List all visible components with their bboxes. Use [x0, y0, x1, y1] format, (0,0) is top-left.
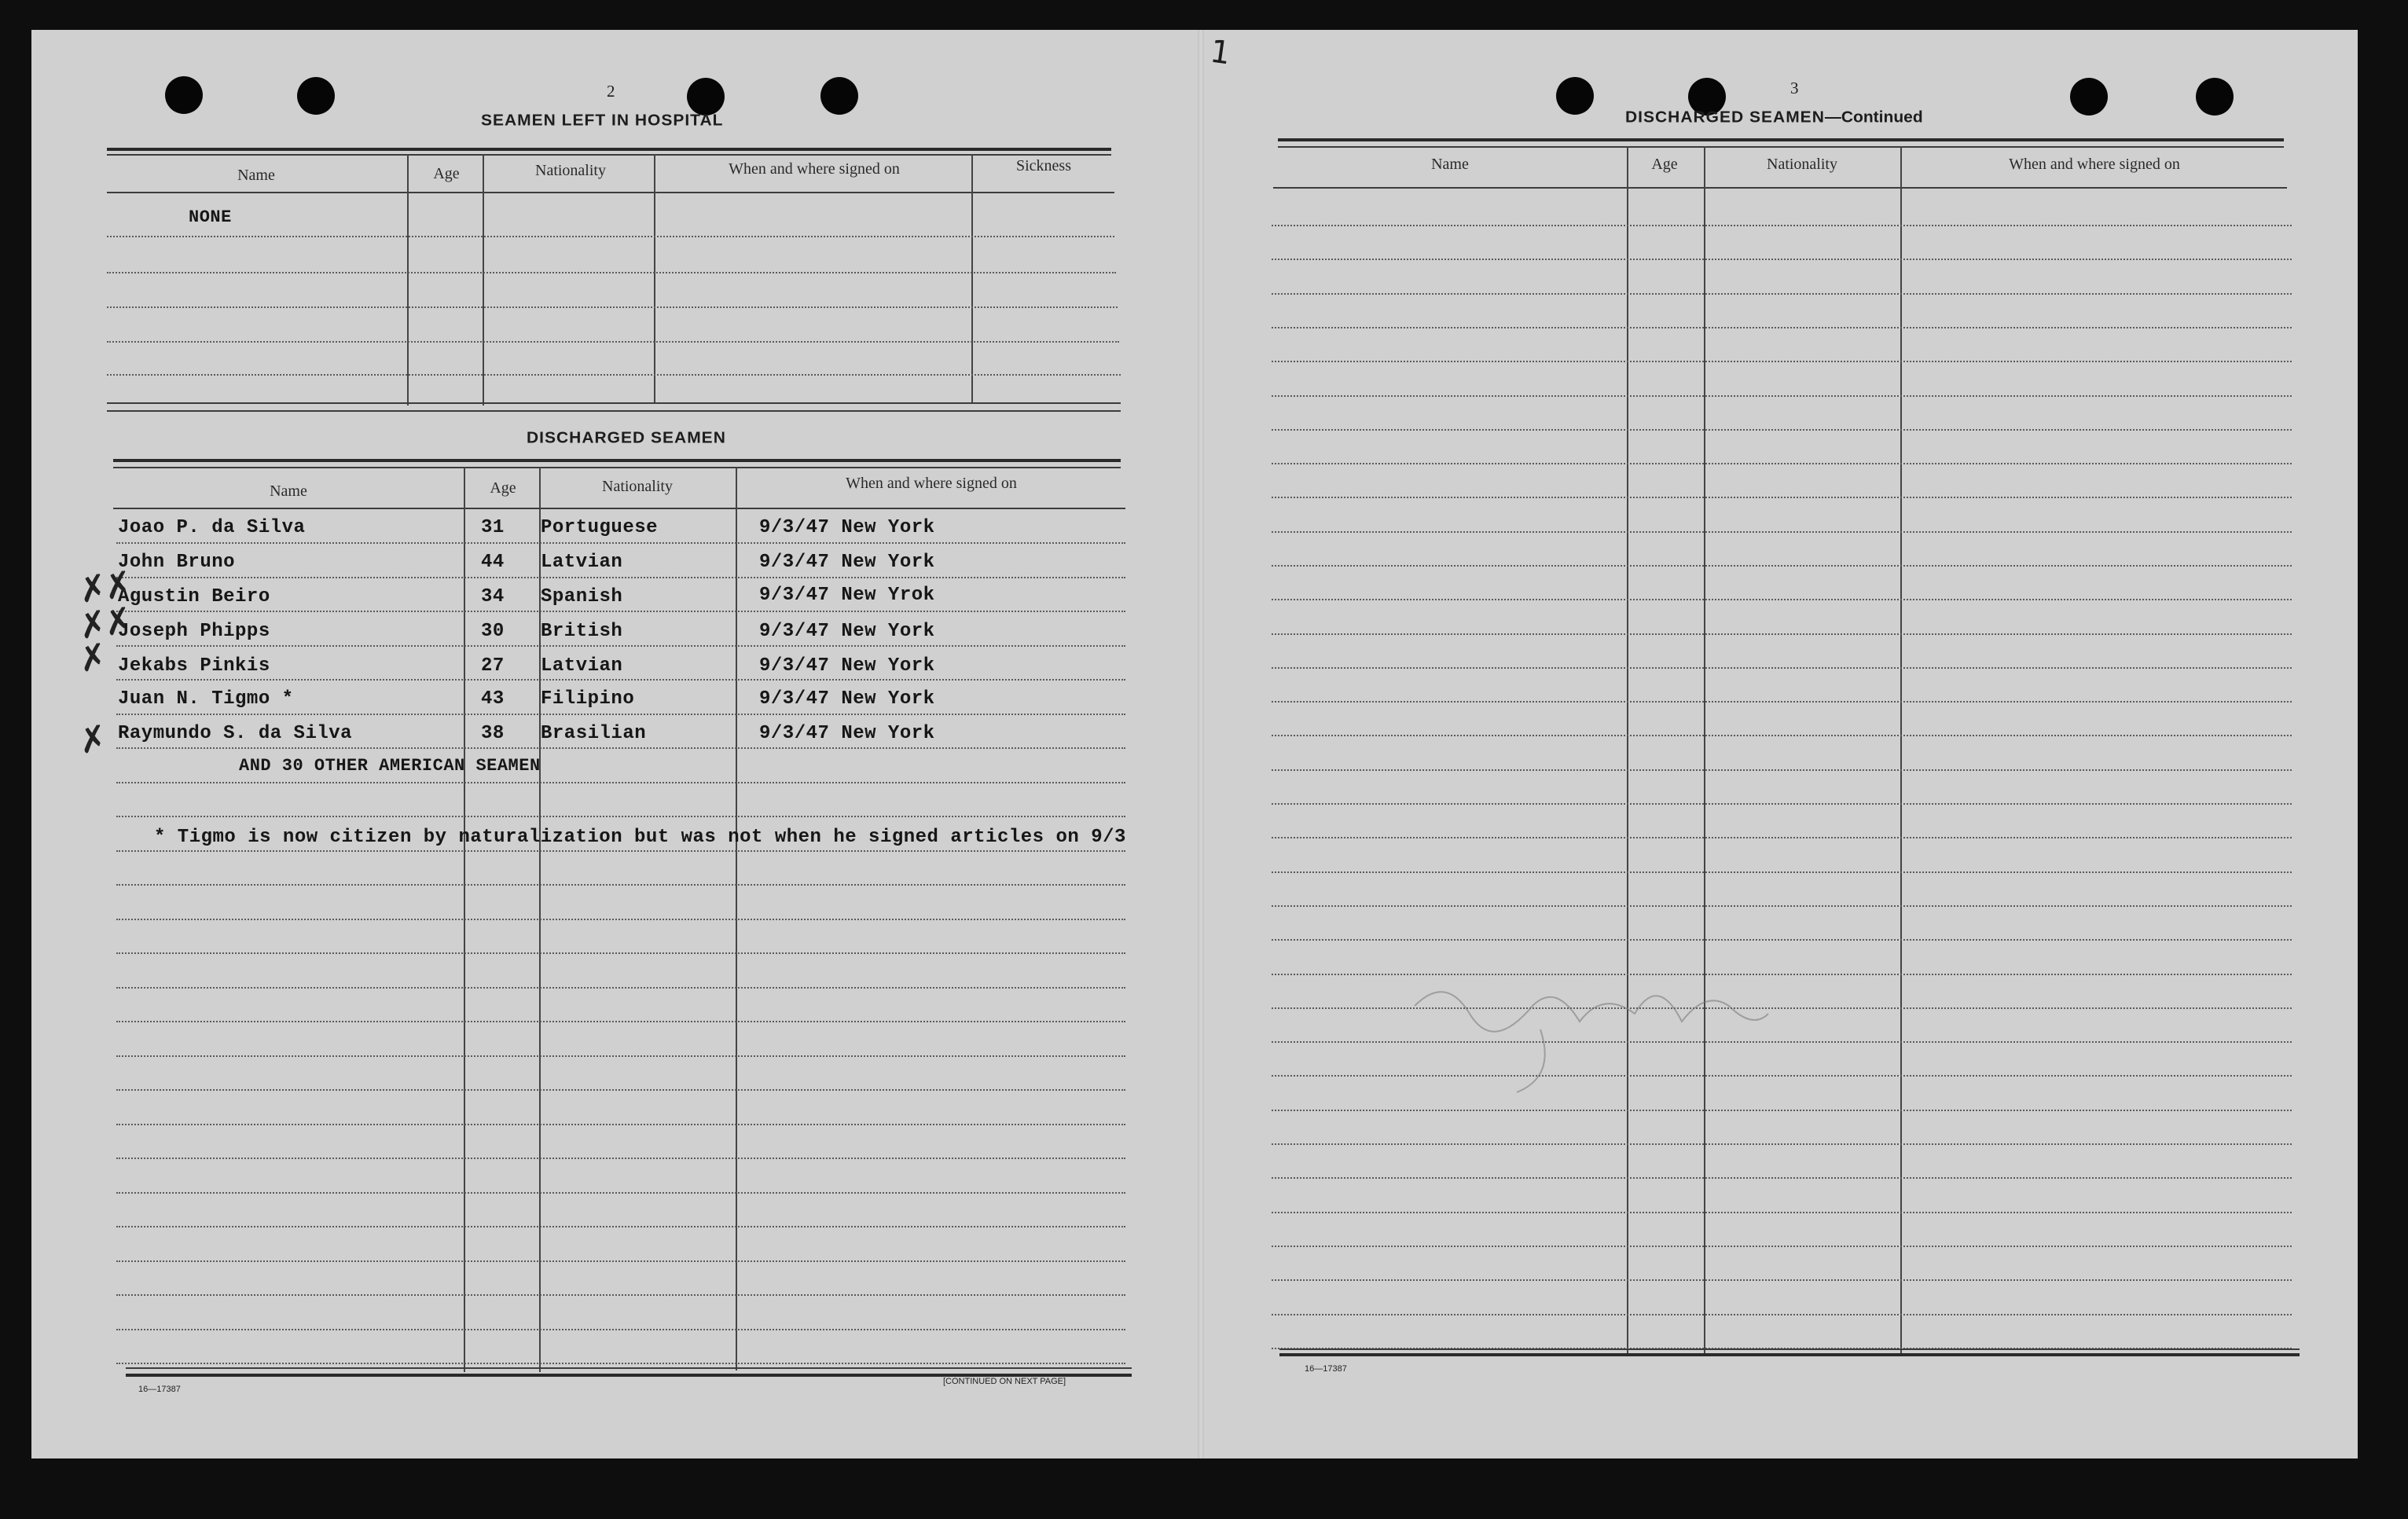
seaman-name: Juan N. Tigmo * — [118, 688, 294, 710]
ruled-line — [1272, 871, 2292, 873]
right-col-signed-on: When and where signed on — [2009, 156, 2180, 173]
ruled-line — [1272, 1177, 2292, 1179]
seaman-age: 38 — [481, 723, 505, 744]
seaman-name: Joao P. da Silva — [118, 517, 306, 538]
page-number-left: 2 — [607, 82, 615, 101]
ruled-line — [116, 542, 1125, 544]
hospital-col-nationality: Nationality — [535, 162, 606, 179]
form-number-right: 16—17387 — [1305, 1364, 1347, 1374]
seaman-age: 30 — [481, 621, 505, 642]
seaman-nationality: Latvian — [541, 655, 623, 677]
ruled-line — [1272, 225, 2292, 226]
ruled-line — [1272, 1110, 2292, 1111]
check-mark: ✗ — [100, 563, 137, 609]
ruled-line — [116, 816, 1125, 817]
ruled-line — [1272, 667, 2292, 669]
ruled-line — [116, 1158, 1125, 1159]
ruled-line — [1272, 1212, 2292, 1213]
ruled-line — [1272, 259, 2292, 260]
punch-hole — [2196, 78, 2234, 116]
ruled-line — [1272, 1143, 2292, 1145]
seaman-name: Jekabs Pinkis — [118, 655, 270, 677]
seaman-signed-on: 9/3/47 New Yrok — [759, 585, 935, 606]
discharged-section-title: DISCHARGED SEAMEN — [527, 429, 726, 447]
ruled-line — [116, 1294, 1125, 1296]
right-section-title — [1625, 109, 1923, 127]
ruled-line — [116, 1124, 1125, 1125]
ruled-line — [116, 884, 1125, 886]
ruled-line — [116, 679, 1125, 681]
ruled-line — [116, 919, 1125, 920]
ruled-line — [116, 577, 1125, 578]
page-number-right: 3 — [1790, 79, 1799, 97]
ruled-line — [116, 952, 1125, 954]
check-mark: ✗ — [75, 717, 112, 763]
ruled-line — [1272, 1314, 2292, 1315]
ruled-line — [1272, 803, 2292, 805]
page-fold — [1198, 30, 1204, 1458]
punch-hole — [1556, 77, 1594, 115]
ruled-line — [1272, 837, 2292, 838]
ruled-line — [116, 1192, 1125, 1194]
punch-hole — [820, 77, 858, 115]
ruled-line — [1272, 361, 2292, 362]
seaman-age: 44 — [481, 552, 505, 573]
seaman-age: 34 — [481, 586, 505, 607]
right-col-name: Name — [1431, 156, 1469, 173]
seaman-signed-on: 9/3/47 New York — [759, 655, 935, 677]
ruled-line — [116, 782, 1125, 783]
other-seamen-summary: AND 30 OTHER AMERICAN SEAMEN — [239, 756, 541, 776]
check-mark: ✗ — [75, 635, 112, 681]
footnote: * Tigmo is now citizen by naturalization but was not when he signed articles on 9/3 — [154, 827, 1126, 848]
seaman-nationality: Spanish — [541, 586, 623, 607]
ruled-line — [1272, 395, 2292, 397]
seaman-name: John Bruno — [118, 552, 236, 573]
ruled-line — [116, 714, 1125, 715]
seaman-age: 43 — [481, 688, 505, 710]
ruled-line — [1272, 633, 2292, 635]
ruled-line — [116, 1329, 1125, 1330]
ruled-line — [116, 611, 1125, 612]
right-title-continued: —Continued — [1824, 108, 1923, 127]
seaman-nationality: Filipino — [541, 688, 635, 710]
ruled-line — [116, 987, 1125, 989]
hospital-col-name: Name — [237, 167, 275, 184]
ruled-line — [1272, 327, 2292, 328]
ruled-line — [1272, 429, 2292, 431]
ruled-line — [1272, 531, 2292, 533]
ruled-line — [116, 1363, 1125, 1364]
punch-hole — [297, 77, 335, 115]
ruled-line — [116, 1021, 1125, 1022]
hospital-section-title: SEAMEN LEFT IN HOSPITAL — [481, 112, 724, 130]
ruled-line — [1272, 1246, 2292, 1247]
punch-hole — [2070, 78, 2108, 116]
right-title-main: DISCHARGED SEAMEN — [1625, 108, 1825, 127]
continued-on-next-page: [CONTINUED ON NEXT PAGE] — [943, 1377, 1066, 1386]
ruled-line — [1272, 701, 2292, 703]
ruled-line — [1272, 769, 2292, 771]
discharged-col-age: Age — [490, 479, 516, 497]
punch-hole — [687, 78, 725, 116]
seaman-nationality: Portuguese — [541, 517, 659, 538]
seaman-nationality: British — [541, 621, 623, 642]
ruled-line — [116, 1260, 1125, 1262]
seaman-name: Agustin Beiro — [118, 586, 270, 607]
seaman-signed-on: 9/3/47 New York — [759, 688, 935, 710]
discharged-col-name: Name — [270, 482, 307, 500]
hospital-entry-none: NONE — [189, 207, 232, 227]
seaman-name: Joseph Phipps — [118, 621, 270, 642]
hospital-col-sickness: Sickness — [1016, 157, 1071, 174]
seaman-signed-on: 9/3/47 New York — [759, 723, 935, 744]
ruled-line — [1272, 565, 2292, 567]
ruled-line — [116, 1089, 1125, 1091]
seaman-age: 31 — [481, 517, 505, 538]
ruled-line — [1272, 293, 2292, 295]
right-col-age: Age — [1651, 156, 1678, 173]
check-mark: ✗ — [75, 602, 112, 648]
ruled-line — [116, 850, 1125, 852]
ruled-line — [1272, 939, 2292, 941]
ruled-line — [116, 645, 1125, 647]
form-number-left: 16—17387 — [138, 1385, 181, 1394]
ruled-line — [1272, 497, 2292, 498]
seaman-age: 27 — [481, 655, 505, 677]
ruled-line — [1272, 1279, 2292, 1281]
seaman-signed-on: 9/3/47 New York — [759, 621, 935, 642]
seaman-signed-on: 9/3/47 New York — [759, 517, 935, 538]
signature-bleed — [1399, 959, 1792, 1100]
check-mark: ✗ — [100, 599, 137, 645]
discharged-col-nationality: Nationality — [602, 478, 673, 495]
ruled-line — [116, 1226, 1125, 1227]
ruled-line — [116, 747, 1125, 749]
top-mark: 1 — [1207, 33, 1233, 72]
hospital-col-age: Age — [433, 165, 460, 182]
ruled-line — [1272, 735, 2292, 736]
check-mark: ✗ — [75, 566, 112, 612]
seaman-name: Raymundo S. da Silva — [118, 723, 353, 744]
ruled-line — [1272, 463, 2292, 464]
ruled-line — [116, 1055, 1125, 1057]
seaman-signed-on: 9/3/47 New York — [759, 552, 935, 573]
punch-hole — [165, 76, 203, 114]
ruled-line — [1272, 599, 2292, 600]
hospital-col-signed-on: When and where signed on — [729, 160, 900, 178]
discharged-col-signed-on: When and where signed on — [846, 475, 1017, 492]
document-sheet — [31, 30, 2358, 1458]
right-col-nationality: Nationality — [1767, 156, 1837, 173]
seaman-nationality: Brasilian — [541, 723, 647, 744]
ruled-line — [1272, 905, 2292, 907]
seaman-nationality: Latvian — [541, 552, 623, 573]
